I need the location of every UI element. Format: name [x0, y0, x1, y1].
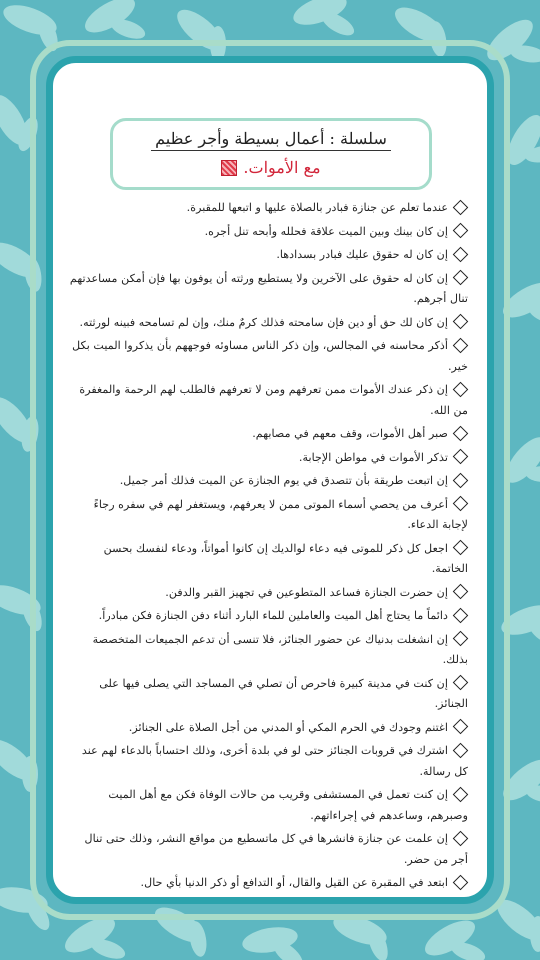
- list-item: [66, 785, 468, 826]
- list-item-text: إن كنت تعمل في المستشفى وقريب من حالات الوفاة فكن مع أهل الميت وصبرهم، وساعدهم في إجراءاتهم.: [108, 788, 468, 822]
- list-item: [66, 336, 468, 377]
- list-item-text: تذكر الأموات في مواطن الإجابة.: [298, 450, 448, 464]
- list-item-text: إن ذكر عندك الأموات ممن تعرفهم ومن لا تعرفهم فالطلب لهم الرحمة والمغفرة من الله.: [79, 383, 468, 417]
- diamond-icon: [453, 314, 469, 330]
- list-item-text: إن كان بينك وبين الميت علاقة فحلله وأبحه تنل أجره.: [204, 224, 448, 238]
- diamond-icon: [453, 496, 469, 512]
- diamond-icon: [453, 270, 469, 286]
- diamond-icon: [453, 223, 469, 239]
- list-item: [66, 718, 468, 739]
- list-item-text: صبر أهل الأموات، وقف معهم في مصابهم.: [252, 427, 448, 440]
- list-item: [66, 424, 468, 445]
- header-box: [110, 118, 432, 190]
- list-item-text: ابتعد في المقبرة عن القيل والقال، أو التدافع أو ذكر الدنيا بأي حال.: [140, 876, 448, 889]
- tips-list: [66, 198, 468, 897]
- diamond-icon: [453, 246, 469, 262]
- list-item-text: اشترك في قروبات الجنائز حتى لو في بلدة أخرى، وذلك احتساباً بالدعاء لهم عند كل رسالة.: [81, 744, 468, 778]
- list-item: [66, 198, 468, 219]
- striped-square-icon: [221, 160, 237, 176]
- list-item-text: إن كنت في مدينة كبيرة فاحرص أن تصلي في المساجد التي يصلى فيها على الجنائز.: [99, 676, 468, 710]
- diamond-icon: [453, 631, 469, 647]
- list-item: [66, 630, 468, 671]
- diamond-icon: [453, 337, 469, 353]
- diamond-icon: [453, 199, 469, 215]
- list-item: [66, 448, 468, 469]
- list-item-text: اجعل كل ذكر للموتى فيه دعاء لوالديك إن كانوا أمواتاً، ودعاء لنفسك بحسن الخاتمة.: [103, 541, 468, 575]
- diamond-icon: [453, 584, 469, 600]
- diamond-icon: [453, 874, 469, 890]
- diamond-icon: [453, 449, 469, 465]
- list-item-text: إن كان لك حق أو دين فإن سامحته فذلك كرمٌ منك، وإن لم تسامحه فبينه لورثته.: [79, 315, 448, 329]
- list-item-text: إن كان له حقوق على الآخرين ولا يستطيع ورثته أن يوفون بها فإن أمكن مساعدتهم تنال أجرهم.: [69, 271, 468, 305]
- list-item: [66, 313, 468, 334]
- diamond-icon: [453, 381, 469, 397]
- page-title: سلسلة : أعمال بسيطة وأجر عظيم: [151, 129, 391, 151]
- diamond-icon: [453, 830, 469, 846]
- diamond-icon: [453, 472, 469, 488]
- list-item: [66, 222, 468, 243]
- page-subtitle: [113, 158, 429, 177]
- list-item: [66, 495, 468, 536]
- list-item: [66, 583, 468, 604]
- list-item-text: اغتنم وجودك في الحرم المكي أو المدني من أجل الصلاة على الجنائز.: [128, 720, 448, 734]
- list-item: [66, 269, 468, 310]
- diamond-icon: [453, 786, 469, 802]
- diamond-icon: [453, 607, 469, 623]
- list-item: [66, 539, 468, 580]
- list-item-text: أعرف من يحصي أسماء الموتى ممن لا يعرفهم، ويستغفر لهم في سفره رجاءً لإجابة الدعاء.: [93, 497, 468, 531]
- list-item: [66, 606, 468, 627]
- list-item-text: أذكر محاسنه في المجالس، وإن ذكر الناس مساوئه فوجههم بأن يذكروا الميت بكل خير.: [72, 339, 468, 373]
- list-item: [66, 245, 468, 266]
- list-item: [66, 471, 468, 492]
- list-item-text: إن انشغلت بدنياك عن حضور الجنائز، فلا تنسى أن تدعم الجميعات المتخصصة بذلك.: [92, 632, 468, 666]
- diamond-icon: [453, 540, 469, 556]
- diamond-icon: [453, 425, 469, 441]
- list-item-text: إن كان له حقوق عليك فبادر بسدادها.: [276, 248, 448, 261]
- list-item-text: إن حضرت الجنازة فساعد المتطوعين في تجهيز القبر والدفن.: [165, 585, 448, 599]
- list-item: [66, 380, 468, 421]
- subtitle-label: مع الأموات.: [243, 158, 321, 177]
- list-item-text: عندما تعلم عن جنازة فبادر بالصلاة عليها و اتبعها للمقبرة.: [186, 201, 448, 214]
- list-item: [66, 829, 468, 870]
- list-item: [66, 674, 468, 715]
- list-item: [66, 873, 468, 894]
- list-item: [66, 741, 468, 782]
- diamond-icon: [453, 719, 469, 735]
- list-item-text: دائماً ما يحتاج أهل الميت والعاملين للماء البارد أثناء دفن الجنازة فكن مبادراً.: [98, 609, 448, 622]
- list-item-text: إن علمت عن جنازة فانشرها في كل ماتسطيع من مواقع النشر، وذلك حتى تنال أجر من حضر.: [84, 832, 468, 866]
- diamond-icon: [453, 742, 469, 758]
- list-item-text: إن اتبعت طريقة بأن تتصدق في يوم الجنازة عن الميت فذلك أمر جميل.: [119, 474, 448, 487]
- diamond-icon: [453, 675, 469, 691]
